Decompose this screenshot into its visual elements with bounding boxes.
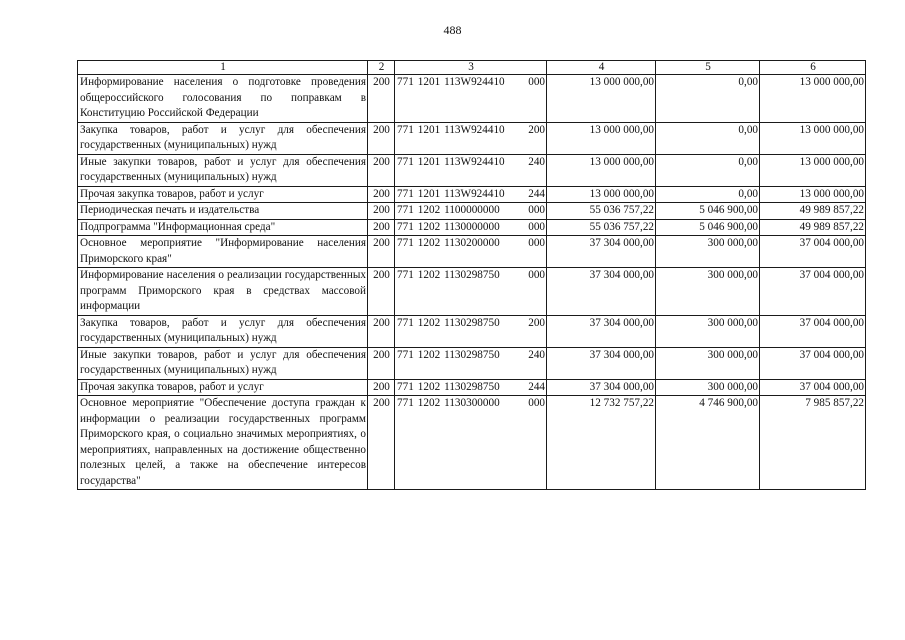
grbs-code: 200	[373, 348, 390, 361]
amount-col5-value: 0,00	[738, 155, 758, 168]
amount-col6	[760, 203, 866, 220]
target-code: 113W924410	[444, 155, 505, 168]
expense-type-code: 000	[528, 237, 545, 249]
row-name-cell	[78, 347, 368, 379]
subsection-code: 1202	[417, 397, 441, 409]
amount-col6	[760, 219, 866, 236]
table-row	[78, 75, 866, 123]
grbs-cell	[368, 219, 395, 236]
amount-col6	[760, 122, 866, 154]
amount-col4-value: 37 304 000,00	[589, 348, 654, 361]
amount-col6-value: 13 000 000,00	[799, 123, 864, 136]
table-row	[78, 268, 866, 316]
table-row	[78, 186, 866, 203]
amount-col4	[547, 268, 656, 316]
grbs-code: 200	[373, 155, 390, 168]
column-header: 3	[395, 61, 547, 75]
amount-col6-value: 7 985 857,22	[805, 397, 864, 409]
row-name: Основное мероприятие "Информирование населения Приморского края"	[80, 237, 366, 265]
section-code: 771	[397, 237, 414, 249]
header-row	[78, 61, 866, 75]
row-name-cell	[78, 75, 368, 123]
subsection-code: 1201	[417, 123, 441, 136]
amount-col6	[760, 396, 866, 490]
column-header: 1	[78, 61, 368, 75]
row-name: Закупка товаров, работ и услуг для обеспечения государственных (муниципальных) нужд	[80, 316, 366, 344]
classification-code-cell	[395, 219, 547, 236]
grbs-code: 200	[373, 187, 390, 200]
amount-col6	[760, 315, 866, 347]
subsection-code: 1201	[417, 187, 441, 200]
amount-col5	[656, 203, 760, 220]
amount-col5-value: 0,00	[738, 123, 758, 136]
amount-col6-value: 49 989 857,22	[799, 204, 864, 216]
row-name: Периодическая печать и издательства	[80, 204, 260, 216]
amount-col6	[760, 379, 866, 396]
amount-col4-value: 13 000 000,00	[589, 187, 654, 200]
amount-col6-value: 37 004 000,00	[799, 348, 864, 361]
target-code: 1100000000	[444, 204, 500, 216]
target-code: 1130298750	[444, 269, 500, 281]
amount-col4-value: 37 304 000,00	[589, 237, 654, 249]
amount-col4-value: 55 036 757,22	[589, 220, 654, 233]
row-name-cell	[78, 236, 368, 268]
amount-col5	[656, 186, 760, 203]
subsection-code: 1202	[417, 316, 441, 329]
amount-col5-value: 5 046 900,00	[699, 220, 758, 233]
grbs-code: 200	[373, 316, 390, 329]
subsection-code: 1202	[417, 348, 441, 361]
row-name: Прочая закупка товаров, работ и услуг	[80, 380, 264, 393]
row-name-cell	[78, 219, 368, 236]
table-row	[78, 154, 866, 186]
row-name: Основное мероприятие "Обеспечение доступа граждан к информации о реализации государственных программ Приморского края, о социально значимых мероприятиях, о мероприятиях, направленных на достижение общественно полезных целей, а также на обеспечение интересов государства"	[80, 397, 366, 487]
expense-type-code: 000	[528, 76, 545, 88]
amount-col4	[547, 186, 656, 203]
amount-col5-value: 4 746 900,00	[699, 397, 758, 409]
amount-col4-value: 13 000 000,00	[589, 76, 654, 88]
classification-code-cell	[395, 122, 547, 154]
amount-col4	[547, 379, 656, 396]
amount-col6	[760, 347, 866, 379]
section-code: 771	[397, 316, 414, 329]
amount-col4	[547, 154, 656, 186]
amount-col4-value: 37 304 000,00	[589, 316, 654, 329]
subsection-code: 1202	[417, 269, 441, 281]
target-code: 113W924410	[444, 76, 505, 88]
subsection-code: 1202	[417, 237, 441, 249]
amount-col5-value: 0,00	[738, 187, 758, 200]
classification-code-cell	[395, 347, 547, 379]
row-name: Иные закупки товаров, работ и услуг для обеспечения государственных (муниципальных) нужд	[80, 155, 366, 183]
amount-col4	[547, 396, 656, 490]
amount-col4-value: 12 732 757,22	[589, 397, 654, 409]
table-row	[78, 347, 866, 379]
amount-col4	[547, 315, 656, 347]
page-number: 488	[443, 23, 462, 37]
amount-col5	[656, 268, 760, 316]
grbs-code: 200	[373, 123, 390, 136]
amount-col6-value: 37 004 000,00	[799, 237, 864, 249]
row-name: Закупка товаров, работ и услуг для обеспечения государственных (муниципальных) нужд	[80, 123, 366, 151]
table-row	[78, 122, 866, 154]
budget-table	[77, 60, 866, 490]
grbs-cell	[368, 347, 395, 379]
grbs-cell	[368, 315, 395, 347]
amount-col4	[547, 122, 656, 154]
section-code: 771	[397, 123, 414, 136]
section-code: 771	[397, 380, 414, 393]
grbs-code: 200	[373, 237, 390, 249]
row-name-cell	[78, 379, 368, 396]
row-name-cell	[78, 154, 368, 186]
grbs-cell	[368, 186, 395, 203]
section-code: 771	[397, 187, 414, 200]
expense-type-code: 000	[528, 397, 545, 409]
amount-col6	[760, 75, 866, 123]
amount-col5	[656, 219, 760, 236]
classification-code-cell	[395, 154, 547, 186]
amount-col6-value: 37 004 000,00	[799, 269, 864, 281]
column-header: 4	[547, 61, 656, 75]
expense-type-code: 000	[528, 204, 545, 216]
section-code: 771	[397, 348, 414, 361]
expense-type-code: 240	[528, 155, 545, 168]
grbs-code: 200	[373, 269, 390, 281]
row-name-cell	[78, 268, 368, 316]
amount-col4-value: 13 000 000,00	[589, 155, 654, 168]
amount-col4-value: 37 304 000,00	[589, 380, 654, 393]
amount-col5-value: 300 000,00	[707, 269, 758, 281]
grbs-cell	[368, 203, 395, 220]
classification-code-cell	[395, 268, 547, 316]
amount-col5-value: 0,00	[738, 76, 758, 88]
target-code: 1130298750	[444, 316, 500, 329]
expense-type-code: 000	[528, 269, 545, 281]
row-name-cell	[78, 315, 368, 347]
row-name: Иные закупки товаров, работ и услуг для обеспечения государственных (муниципальных) нужд	[80, 348, 366, 376]
row-name-cell	[78, 203, 368, 220]
table-row	[78, 379, 866, 396]
amount-col5-value: 300 000,00	[707, 380, 758, 393]
grbs-cell	[368, 122, 395, 154]
amount-col5	[656, 154, 760, 186]
amount-col5	[656, 122, 760, 154]
section-code: 771	[397, 269, 414, 281]
grbs-code: 200	[373, 204, 390, 216]
table-row	[78, 236, 866, 268]
amount-col4	[547, 347, 656, 379]
amount-col6-value: 13 000 000,00	[799, 76, 864, 88]
subsection-code: 1202	[417, 380, 441, 393]
amount-col6-value: 49 989 857,22	[799, 220, 864, 233]
grbs-cell	[368, 236, 395, 268]
amount-col6-value: 13 000 000,00	[799, 187, 864, 200]
classification-code-cell	[395, 186, 547, 203]
expense-type-code: 244	[528, 187, 545, 200]
section-code: 771	[397, 220, 414, 233]
subsection-code: 1202	[417, 204, 441, 216]
classification-code-cell	[395, 315, 547, 347]
amount-col5	[656, 347, 760, 379]
table-body	[78, 75, 866, 490]
grbs-code: 200	[373, 76, 390, 88]
amount-col5	[656, 75, 760, 123]
target-code: 1130300000	[444, 397, 500, 409]
column-header: 5	[656, 61, 760, 75]
target-code: 1130200000	[444, 237, 500, 249]
row-name: Информирование населения о реализации государственных программ Приморского края в средствах массовой информации	[80, 269, 366, 312]
table-row	[78, 315, 866, 347]
amount-col4-value: 13 000 000,00	[589, 123, 654, 136]
subsection-code: 1202	[417, 220, 441, 233]
expense-type-code: 000	[528, 220, 545, 233]
row-name-cell	[78, 122, 368, 154]
section-code: 771	[397, 397, 414, 409]
classification-code-cell	[395, 203, 547, 220]
section-code: 771	[397, 155, 414, 168]
amount-col5-value: 5 046 900,00	[699, 204, 758, 216]
classification-code-cell	[395, 379, 547, 396]
expense-type-code: 244	[528, 380, 545, 393]
amount-col4	[547, 203, 656, 220]
amount-col5	[656, 396, 760, 490]
amount-col5-value: 300 000,00	[707, 237, 758, 249]
section-code: 771	[397, 76, 414, 88]
amount-col6-value: 37 004 000,00	[799, 380, 864, 393]
amount-col6-value: 37 004 000,00	[799, 316, 864, 329]
amount-col4-value: 37 304 000,00	[589, 269, 654, 281]
amount-col4	[547, 219, 656, 236]
grbs-code: 200	[373, 397, 390, 409]
classification-code-cell	[395, 236, 547, 268]
target-code: 1130298750	[444, 380, 500, 393]
expense-type-code: 200	[528, 316, 545, 329]
amount-col6	[760, 268, 866, 316]
amount-col5-value: 300 000,00	[707, 348, 758, 361]
grbs-code: 200	[373, 380, 390, 393]
grbs-code: 200	[373, 220, 390, 233]
grbs-cell	[368, 396, 395, 490]
target-code: 1130000000	[444, 220, 500, 233]
amount-col5-value: 300 000,00	[707, 316, 758, 329]
row-name: Информирование населения о подготовке проведения общероссийского голосования по поправкам в Конституцию Российской Федерации	[80, 76, 366, 119]
amount-col4	[547, 75, 656, 123]
expense-type-code: 240	[528, 348, 545, 361]
classification-code-cell	[395, 75, 547, 123]
amount-col5	[656, 379, 760, 396]
column-header: 6	[760, 61, 866, 75]
grbs-cell	[368, 379, 395, 396]
table-row	[78, 203, 866, 220]
amount-col6	[760, 154, 866, 186]
classification-code-cell	[395, 396, 547, 490]
target-code: 1130298750	[444, 348, 500, 361]
amount-col4-value: 55 036 757,22	[589, 204, 654, 216]
grbs-cell	[368, 268, 395, 316]
row-name-cell	[78, 186, 368, 203]
amount-col4	[547, 236, 656, 268]
row-name: Подпрограмма "Информационная среда"	[80, 220, 276, 233]
grbs-cell	[368, 154, 395, 186]
amount-col6	[760, 236, 866, 268]
subsection-code: 1201	[417, 155, 441, 168]
amount-col6	[760, 186, 866, 203]
expense-type-code: 200	[528, 123, 545, 136]
amount-col6-value: 13 000 000,00	[799, 155, 864, 168]
section-code: 771	[397, 204, 414, 216]
target-code: 113W924410	[444, 123, 505, 136]
row-name: Прочая закупка товаров, работ и услуг	[80, 187, 264, 200]
amount-col5	[656, 236, 760, 268]
column-header: 2	[368, 61, 395, 75]
table-row	[78, 219, 866, 236]
subsection-code: 1201	[417, 76, 441, 88]
table-row	[78, 396, 866, 490]
row-name-cell	[78, 396, 368, 490]
amount-col5	[656, 315, 760, 347]
grbs-cell	[368, 75, 395, 123]
target-code: 113W924410	[444, 187, 505, 200]
